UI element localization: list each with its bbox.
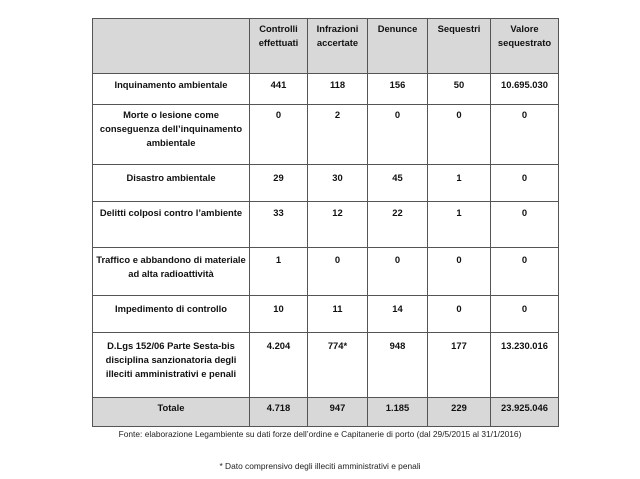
header-sequestri: Sequestri [428, 19, 491, 74]
cell-controlli: 4.204 [250, 333, 308, 398]
cell-denunce: 156 [368, 74, 428, 105]
row-label: Disastro ambientale [93, 165, 250, 202]
cell-controlli: 1 [250, 248, 308, 296]
cell-valore: 0 [491, 248, 559, 296]
total-denunce: 1.185 [368, 398, 428, 427]
table-row [93, 165, 559, 202]
total-valore: 23.925.046 [491, 398, 559, 427]
cell-valore: 13.230.016 [491, 333, 559, 398]
header-valore-sequestrato: Valore sequestrato [491, 19, 559, 74]
environmental-crimes-table [92, 18, 559, 427]
cell-valore: 0 [491, 105, 559, 165]
cell-valore: 0 [491, 202, 559, 248]
cell-sequestri: 1 [428, 165, 491, 202]
row-label: Delitti colposi contro l’ambiente [93, 202, 250, 248]
header-infrazioni-accertate: Infrazioni accertate [308, 19, 368, 74]
cell-denunce: 948 [368, 333, 428, 398]
header-denunce: Denunce [368, 19, 428, 74]
cell-denunce: 0 [368, 105, 428, 165]
table-row [93, 105, 559, 165]
header-row [93, 19, 559, 74]
cell-infrazioni: 118 [308, 74, 368, 105]
cell-sequestri: 177 [428, 333, 491, 398]
cell-controlli: 10 [250, 296, 308, 333]
total-sequestri: 229 [428, 398, 491, 427]
cell-valore: 0 [491, 165, 559, 202]
data-table-container [92, 18, 559, 427]
total-label: Totale [93, 398, 250, 427]
cell-denunce: 0 [368, 248, 428, 296]
cell-denunce: 45 [368, 165, 428, 202]
header-corner-cell [93, 19, 250, 74]
cell-controlli: 441 [250, 74, 308, 105]
cell-infrazioni: 774* [308, 333, 368, 398]
row-label: Traffico e abbandono di materiale ad alta radioattività [93, 248, 250, 296]
source-note: Fonte: elaborazione Legambiente su dati forze dell’ordine e Capitanerie di porto (dal 29/5/2015 al 31/1/2016) [118, 429, 522, 439]
cell-denunce: 22 [368, 202, 428, 248]
row-label: D.Lgs 152/06 Parte Sesta-bis disciplina sanzionatoria degli illeciti amministrativi e penali [93, 333, 250, 398]
row-label: Morte o lesione come conseguenza dell’inquinamento ambientale [93, 105, 250, 165]
row-label: Impedimento di controllo [93, 296, 250, 333]
cell-sequestri: 0 [428, 296, 491, 333]
table-row [93, 296, 559, 333]
cell-valore: 10.695.030 [491, 74, 559, 105]
cell-controlli: 33 [250, 202, 308, 248]
total-row [93, 398, 559, 427]
cell-infrazioni: 0 [308, 248, 368, 296]
cell-controlli: 29 [250, 165, 308, 202]
cell-infrazioni: 30 [308, 165, 368, 202]
cell-sequestri: 1 [428, 202, 491, 248]
total-controlli: 4.718 [250, 398, 308, 427]
cell-infrazioni: 11 [308, 296, 368, 333]
cell-infrazioni: 12 [308, 202, 368, 248]
cell-sequestri: 50 [428, 74, 491, 105]
cell-valore: 0 [491, 296, 559, 333]
header-controlli-effettuati: Controlli effettuati [250, 19, 308, 74]
table-row [93, 74, 559, 105]
cell-infrazioni: 2 [308, 105, 368, 165]
table-row [93, 333, 559, 398]
cell-sequestri: 0 [428, 105, 491, 165]
cell-sequestri: 0 [428, 248, 491, 296]
cell-controlli: 0 [250, 105, 308, 165]
cell-denunce: 14 [368, 296, 428, 333]
total-infrazioni: 947 [308, 398, 368, 427]
table-row [93, 248, 559, 296]
table-row [93, 202, 559, 248]
row-label: Inquinamento ambientale [93, 74, 250, 105]
footnote: * Dato comprensivo degli illeciti amministrativi e penali [219, 461, 421, 471]
